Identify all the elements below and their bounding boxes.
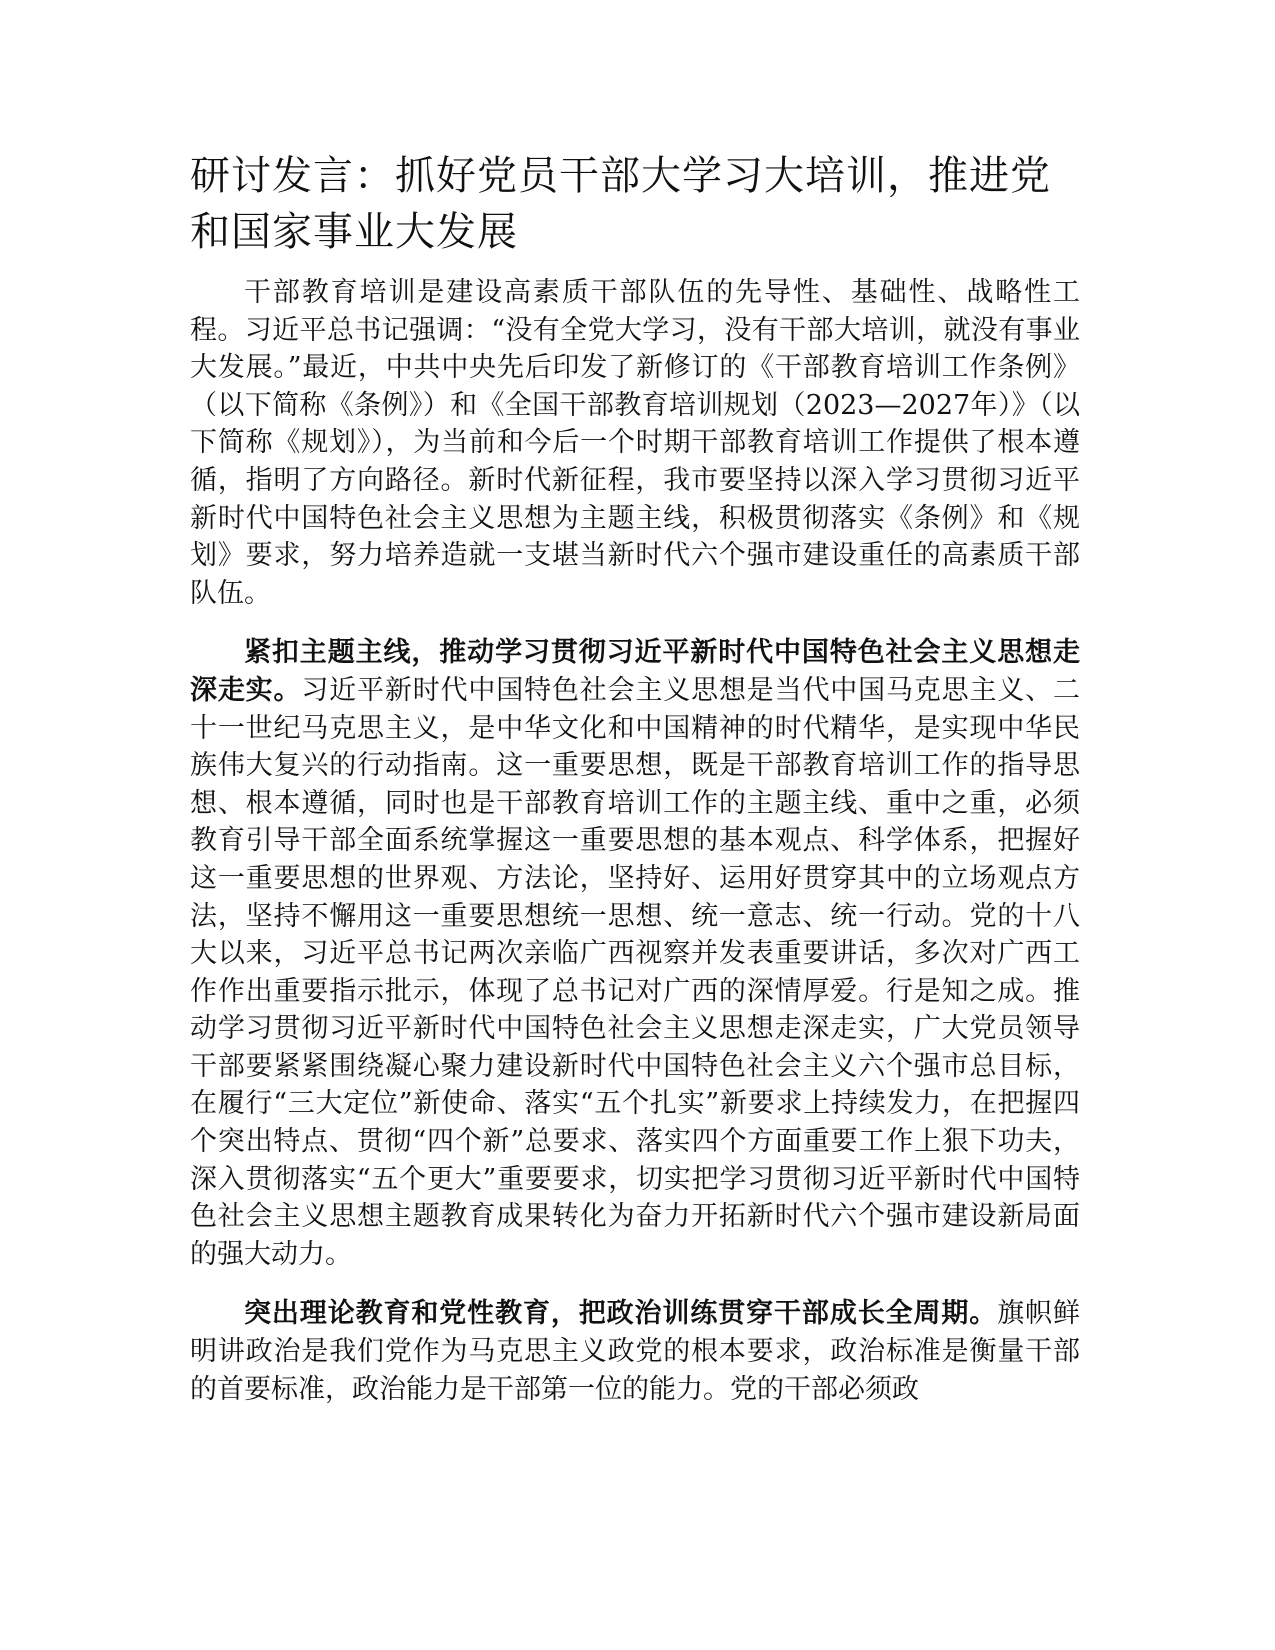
paragraph-political-training bbox=[190, 1295, 1080, 1408]
paragraph-lead-heading: 紧扣主题主线，推动学习贯彻习近平新时代中国特色社会主义思想走深走实。 bbox=[190, 637, 1080, 706]
document-page bbox=[190, 148, 1080, 1430]
paragraph-text: 干部教育培训是建设高素质干部队伍的先导性、基础性、战略性工程。习近平总书记强调：“没有全党大学习，没有干部大培训，就没有事业大发展。”最近，中共中央先后印发了新修订的《干部教育培训工作条例》（以下简称《条例》）和《全国干部教育培训规划（2023—2027年）》（以下简称《规划》），为当前和今后一个时期干部教育培训工作提供了根本遵循，指明了方向路径。新时代新征程，我市要坚持以深入学习贯彻习近平新时代中国特色社会主义思想为主题主线，积极贯彻落实《条例》和《规划》要求，努力培养造就一支堪当新时代六个强市建设重任的高素质干部队伍。 bbox=[190, 277, 1080, 609]
paragraph-text: 旗帜鲜明讲政治是我们党作为马克思主义政党的根本要求，政治标准是衡量干部的首要标准，政治能力是干部第一位的能力。党的干部必须政 bbox=[190, 1298, 1081, 1405]
paragraph-theme bbox=[190, 634, 1080, 1273]
paragraph-text: 习近平新时代中国特色社会主义思想是当代中国马克思主义、二十一世纪马克思主义，是中华文化和中国精神的时代精华，是实现中华民族伟大复兴的行动指南。这一重要思想，既是干部教育培训工作的指导思想、根本遵循，同时也是干部教育培训工作的主题主线、重中之重，必须教育引导干部全面系统掌握这一重要思想的基本观点、科学体系，把握好这一重要思想的世界观、方法论，坚持好、运用好贯穿其中的立场观点方法，坚持不懈用这一重要思想统一思想、统一意志、统一行动。党的十八大以来，习近平总书记两次亲临广西视察并发表重要讲话，多次对广西工作作出重要指示批示，体现了总书记对广西的深情厚爱。行是知之成。推动学习贯彻习近平新时代中国特色社会主义思想走深走实，广大党员领导干部要紧紧围绕凝心聚力建设新时代中国特色社会主义六个强市总目标，在履行“三大定位”新使命、落实“五个扎实”新要求上持续发力，在把握四个突出特点、贯彻“四个新”总要求、落实四个方面重要工作上狠下功夫，深入贯彻落实“五个更大”重要要求，切实把学习贯彻习近平新时代中国特色社会主义思想主题教育成果转化为奋力开拓新时代六个强市建设新局面的强大动力。 bbox=[190, 674, 1081, 1270]
paragraph-intro bbox=[190, 274, 1080, 612]
document-title: 研讨发言：抓好党员干部大学习大培训，推进党和国家事业大发展 bbox=[190, 153, 1051, 255]
paragraph-lead-heading: 突出理论教育和党性教育，把政治训练贯穿干部成长全周期。 bbox=[244, 1298, 998, 1330]
